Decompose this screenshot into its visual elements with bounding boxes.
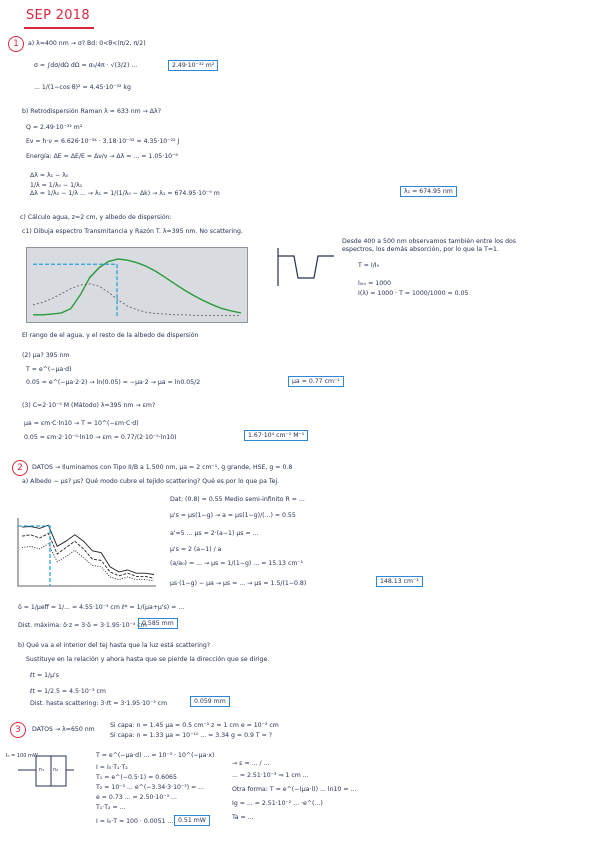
s2-a-7: δ = 1/μeff = 1/... = 4.55·10⁻³ cm ℓ* = 1/(μa+μ's) = ... (18, 604, 185, 611)
s1-c3-1: μa = εm·C·ln10 → T = 10^(−εm·C·d) (24, 420, 139, 427)
s2-a-4: μ's = 2 (a−1) / a (170, 546, 222, 553)
s3-right-4: Ig = ... = 2.51·10⁻² ... ·e^(...) (232, 800, 323, 807)
s3-data: DATOS → λ=650 nm (32, 726, 95, 733)
s2-part-a: a) Albedo − μs? μs? Qué modo cubre el tejido scattering? Qué es por lo que pa Tej. (22, 478, 280, 485)
transmittance-spectrum-chart (26, 247, 248, 323)
s1-part-c1: c1) Dibuja espectro Transmitancia y Razón T. λ=395 nm. No scattering. (22, 228, 243, 235)
layer-label-2: n₂ (53, 767, 59, 773)
s3-l9: I = I₀·T = 100 · 0.0051 ... (96, 818, 174, 825)
s3-l8: T₁·T₂ = ... (96, 804, 126, 811)
s1-note-1: Desde 400 a 500 nm observamos también entre los dos (342, 238, 517, 245)
s3-layer2: Si capa: n = 1.33 μa = 10⁻¹⁰ ... = 3.34 g = 0.9 T = ? (110, 732, 273, 739)
s2-b-4: Dist. hasta scattering: 3·ℓt = 3·1.95·10⁻³ cm (30, 700, 168, 707)
s2-a-6: μs·(1−g) − μa → μs = ... → μs = 1.5/(1−0.8) (170, 580, 307, 587)
layer-sketch (18, 748, 74, 792)
s3-right-5: Ta = ... (232, 814, 254, 821)
s3-right-2: ... = 2.51·10⁻³ ⇒ 1 cm ... (232, 772, 309, 779)
s3-l4: I = I₀·T₁·T₂ (96, 764, 128, 771)
s2-a-1: Dat: (0.8) = 0.55 Medio semi-infinito R = ... (170, 496, 305, 503)
s2-b-2: ℓt = 1/μ's (30, 672, 59, 679)
s1-note-4: I₀ₘ = 1000 (358, 280, 392, 287)
s2-a-5: (a/a₀) = ... → μs = 1/(1−g) ... = 15.13 cm⁻¹ (170, 560, 304, 567)
page-title: SEP 2018 (26, 8, 90, 23)
s2-answer-b: 0.059 mm (190, 696, 230, 707)
section-number-1: 1 (8, 36, 24, 52)
section-number-2: 2 (12, 460, 28, 476)
scatter-series-1 (22, 534, 154, 579)
s1-b-4: Δλ = λ₁ − λ₀ (30, 172, 69, 179)
s1-answer-a: 2.49·10⁻³² m² (168, 60, 218, 71)
s1-c2-2: 0.05 = e^(−μa·2·2) → ln(0.05) = −μa·2 → μa = ln0.05/2 (26, 379, 201, 386)
s3-l3: T = e^(−μa·d) ... = 10⁻³ · 10^(−μa·x) (96, 752, 215, 759)
s1-note-2: espectros, los demás absorción, por lo que la T=1. (342, 246, 499, 253)
s2-a-2: μ's = μs(1−g) → a = μs(1−g)/(...) = 0.55 (170, 512, 296, 519)
s2-a-3: a'=5 ... μs = 2·(a−1) μs = ... (170, 530, 259, 537)
s1-b-1: Q = 2.49·10⁻³² m² (26, 124, 83, 131)
s1-answer-c3: 1.67·10⁴ cm⁻¹ M⁻¹ (244, 430, 308, 441)
s3-l7: e = 0.73 ... = 2.50·10⁻³ ... (96, 794, 177, 801)
section-number-3: 3 (10, 722, 26, 738)
s3-right-1: → ε = ... / ... (232, 760, 270, 767)
s2-part-b: b) Qué va a el interior del tej hasta que la luz está scattering? (18, 642, 211, 649)
s3-right-3: Otra forma: T = e^(−(μa·l)) ... ln10 = ... (232, 786, 357, 793)
s1-c2-1: T = e^(−μa·d) (26, 366, 72, 373)
s2-answer-a: 148.13 cm⁻¹ (376, 576, 423, 587)
s2-data: DATOS → Iluminamos con Tipo II/B a 1.500 nm, μa = 2 cm⁻¹, g grande, HSE, g = 0.8 (32, 464, 293, 471)
s2-b-1: Sustituye en la relación y ahora hasta que se pierde la dirección que se dirige. (26, 656, 270, 663)
s3-l5: T₁ = e^(−0.5·1) = 0.6065 (96, 774, 177, 781)
s1-b-3: Energía: ΔE = ΔE/E = Δν/ν → Δλ = ... = 1.05·10⁻⁶ (26, 153, 178, 160)
s1-part-c: c) Cálculo agua, z=2 cm, y albedo de dispersión: (20, 214, 172, 221)
s2-b-3: ℓt = 1/2.5 = 4.5·10⁻³ cm (30, 688, 106, 695)
s3-input-label: I₀ = 100 mW (6, 753, 38, 759)
s1-answer-c2: μa = 0.77 cm⁻¹ (288, 376, 344, 387)
s1-note-3: T = I/I₀ (358, 262, 380, 269)
s1-part-c2: (2) μa? 395 nm (22, 352, 70, 359)
s1-note-5: I(λ) = 1000 · T = 1000/1000 = 0.05 (358, 290, 469, 297)
s1-answer-b: λ₁ = 674.95 nm (400, 186, 457, 197)
scatter-series-0 (22, 525, 154, 574)
s3-l6: T₂ = 10⁻³ ... e^(−3.34·3·10⁻³) = ... (96, 784, 205, 791)
s3-answer: 0.51 mW (174, 815, 210, 826)
layer-label-1: n₁ (39, 767, 45, 773)
s1-b-6: Δλ = 1/λ₀ − 1/λ ... → λ₁ = 1/(1/λ₀ − Δk) → λ₁ = 674.95·10⁻⁹ m (30, 190, 220, 197)
s1-a-eq: σ = ∫dσ/dΩ dΩ = σ₀/4π · √(3/2) ... (34, 62, 138, 69)
figure-caption: El rango de el agua, y el resto de la albedo de dispersión (22, 332, 199, 339)
s1-b-2: Eν = h·ν = 6.626·10⁻³⁴ · 3.18·10⁻³² = 4.35·10⁻²² J (26, 138, 180, 145)
s1-part-a: a) λ=400 nm → σ? Bd: 0<θ<(π/2, π/2) (28, 40, 146, 47)
s1-part-b: b) Retrodispersión Raman λ = 633 nm → Δλ? (22, 108, 161, 115)
title-underline (24, 27, 94, 29)
scattering-spectrum-chart (10, 516, 158, 594)
s3-layer1: Si capa: n = 1.45 μa = 0.5 cm⁻¹ z = 1 cm e = 10⁻³ cm (110, 722, 279, 729)
s1-b-5: 1/λ = 1/λ₀ − 1/λ₁ (30, 182, 83, 189)
s1-part-c3: (3) C=2·10⁻⁵ M (Mátodo) λ=395 nm → εm? (22, 402, 156, 409)
s1-a-eq2: ... 1/(1−cos θ)² = 4.45·10⁻³² kg (34, 84, 131, 91)
s2-answer-a8: 0.585 mm (138, 618, 178, 629)
s2-a-8: Dist. máxima: δ·z = 3·δ = 3·1.95·10⁻³ cm (18, 622, 147, 629)
spectrum-plot (27, 248, 247, 322)
series-line-1 (33, 284, 241, 316)
s1-c3-2: 0.05 = εm·2·10⁻⁵·ln10 → εm = 0.77/(2·10⁻⁵·ln10) (24, 434, 177, 441)
series-line-0 (33, 259, 241, 315)
transmittance-well-sketch (276, 246, 336, 290)
